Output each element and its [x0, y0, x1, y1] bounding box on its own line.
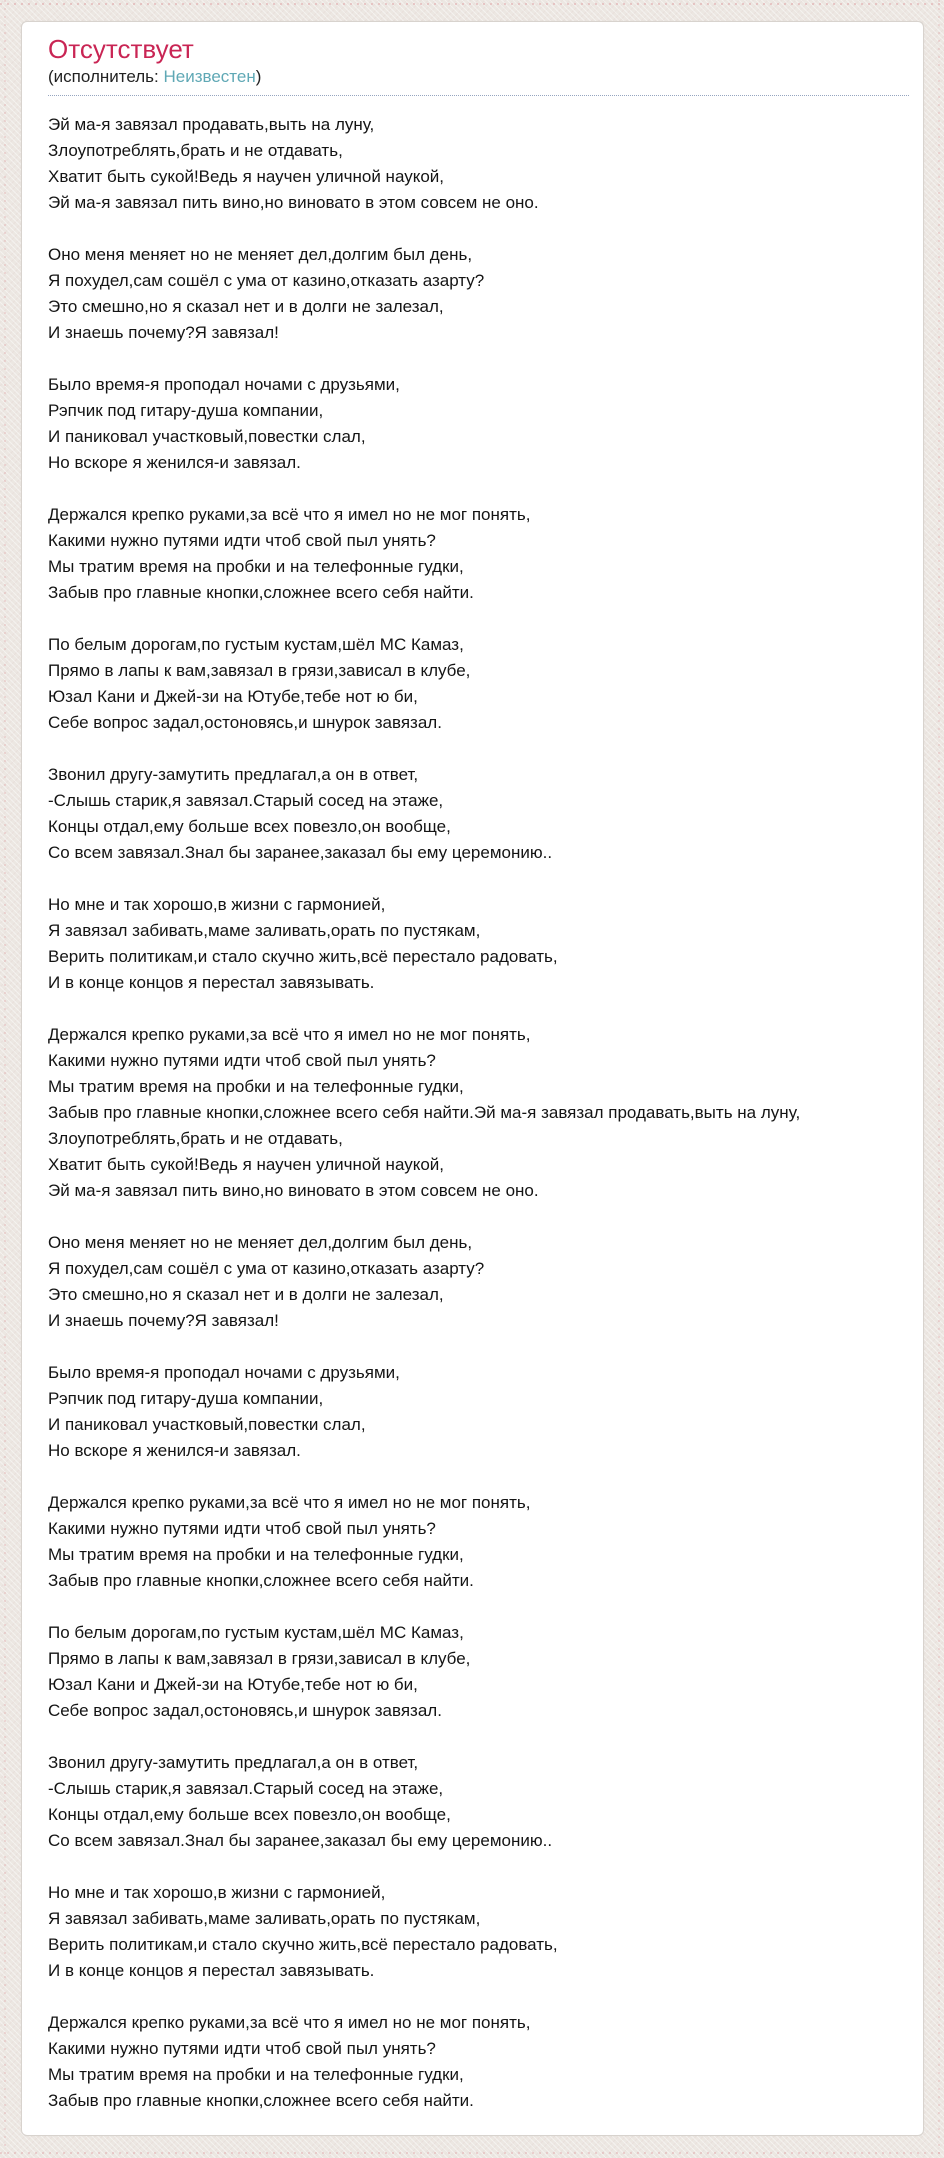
lyric-line: Хватит быть сукой!Ведь я научен уличной наукой,	[48, 1155, 445, 1174]
lyric-line: -Слышь старик,я завязал.Старый сосед на этаже,	[48, 791, 444, 810]
lyric-line: Прямо в лапы к вам,завязал в грязи,зависал в клубе,	[48, 1649, 471, 1668]
lyric-line: Это смешно,но я сказал нет и в долги не залезал,	[48, 297, 444, 316]
stanza	[48, 892, 909, 996]
lyric-line: Верить политикам,и стало скучно жить,всё перестало радовать,	[48, 947, 558, 966]
stanza	[48, 242, 909, 346]
stanza	[48, 1490, 909, 1594]
lyric-line: И в конце концов я перестал завязывать.	[48, 973, 375, 992]
lyric-line: Эй ма-я завязал продавать,выть на луну,	[48, 115, 375, 134]
lyric-line: По белым дорогам,по густым кустам,шёл МС Камаз,	[48, 1623, 464, 1642]
lyric-line: Забыв про главные кнопки,сложнее всего себя найти.	[48, 2091, 474, 2110]
lyric-line: Держался крепко руками,за всё что я имел но не мог понять,	[48, 2013, 531, 2032]
stanza	[48, 632, 909, 736]
stanza	[48, 502, 909, 606]
lyrics	[48, 112, 909, 2114]
artist-label-prefix: (исполнитель:	[48, 67, 164, 86]
background-stitch-right	[938, 0, 940, 2158]
lyric-line: Концы отдал,ему больше всех повезло,он вообще,	[48, 817, 451, 836]
lyric-line: Злоупотреблять,брать и не отдавать,	[48, 1129, 343, 1148]
artist-line	[48, 67, 909, 87]
lyric-line: Мы тратим время на пробки и на телефонные гудки,	[48, 557, 464, 576]
lyric-line: Концы отдал,ему больше всех повезло,он вообще,	[48, 1805, 451, 1824]
lyric-line: Прямо в лапы к вам,завязал в грязи,зависал в клубе,	[48, 661, 471, 680]
lyric-line: Хватит быть сукой!Ведь я научен уличной наукой,	[48, 167, 445, 186]
lyric-line: И паниковал участковый,повестки слал,	[48, 427, 366, 446]
stanza	[48, 1022, 909, 1204]
lyric-line: Но вскоре я женился-и завязал.	[48, 453, 301, 472]
lyric-line: Со всем завязал.Знал бы заранее,заказал бы ему церемонию..	[48, 843, 553, 862]
lyric-line: Мы тратим время на пробки и на телефонные гудки,	[48, 2065, 464, 2084]
lyric-line: Злоупотреблять,брать и не отдавать,	[48, 141, 343, 160]
lyric-line: -Слышь старик,я завязал.Старый сосед на этаже,	[48, 1779, 444, 1798]
lyric-line: Было время-я проподал ночами с друзьями,	[48, 1363, 400, 1382]
lyric-line: Какими нужно путями идти чтоб свой пыл унять?	[48, 1051, 436, 1070]
content-card	[21, 21, 924, 2136]
lyric-line: И знаешь почему?Я завязал!	[48, 1311, 279, 1330]
lyric-line: Но мне и так хорошо,в жизни с гармонией,	[48, 1883, 386, 1902]
lyric-line: И знаешь почему?Я завязал!	[48, 323, 279, 342]
lyric-line: Я похудел,сам сошёл с ума от казино,отказать азарту?	[48, 271, 485, 290]
lyric-line: Какими нужно путями идти чтоб свой пыл унять?	[48, 2039, 436, 2058]
stanza	[48, 762, 909, 866]
background-stitch-top	[0, 3, 944, 5]
lyric-line: Держался крепко руками,за всё что я имел но не мог понять,	[48, 1025, 531, 1044]
lyric-line: Мы тратим время на пробки и на телефонные гудки,	[48, 1077, 464, 1096]
stanza	[48, 1880, 909, 1984]
artist-link[interactable]: Неизвестен	[163, 67, 256, 86]
lyric-line: Я завязал забивать,маме заливать,орать по пустякам,	[48, 921, 481, 940]
lyric-line: Оно меня меняет но не меняет дел,долгим был день,	[48, 1233, 473, 1252]
lyric-line: И паниковал участковый,повестки слал,	[48, 1415, 366, 1434]
stanza	[48, 372, 909, 476]
lyric-line: Рэпчик под гитару-душа компании,	[48, 1389, 324, 1408]
lyric-line: Я завязал забивать,маме заливать,орать по пустякам,	[48, 1909, 481, 1928]
page-title	[48, 34, 909, 65]
lyric-line: Верить политикам,и стало скучно жить,всё перестало радовать,	[48, 1935, 558, 1954]
stanza	[48, 1620, 909, 1724]
lyric-line: Но мне и так хорошо,в жизни с гармонией,	[48, 895, 386, 914]
lyric-line: Юзал Кани и Джей-зи на Ютубе,тебе нот ю би,	[48, 687, 418, 706]
lyric-line: Держался крепко руками,за всё что я имел но не мог понять,	[48, 505, 531, 524]
lyric-line: Мы тратим время на пробки и на телефонные гудки,	[48, 1545, 464, 1564]
lyric-line: По белым дорогам,по густым кустам,шёл МС Камаз,	[48, 635, 464, 654]
lyric-line: Я похудел,сам сошёл с ума от казино,отказать азарту?	[48, 1259, 485, 1278]
lyric-line: Со всем завязал.Знал бы заранее,заказал бы ему церемонию..	[48, 1831, 553, 1850]
lyric-line: И в конце концов я перестал завязывать.	[48, 1961, 375, 1980]
stanza	[48, 1360, 909, 1464]
lyric-line: Звонил другу-замутить предлагал,а он в ответ,	[48, 1753, 419, 1772]
lyric-line: Но вскоре я женился-и завязал.	[48, 1441, 301, 1460]
lyric-line: Было время-я проподал ночами с друзьями,	[48, 375, 400, 394]
stanza	[48, 112, 909, 216]
background-stitch-bottom	[0, 2152, 944, 2154]
lyric-line: Держался крепко руками,за всё что я имел но не мог понять,	[48, 1493, 531, 1512]
stanza	[48, 1750, 909, 1854]
lyric-line: Оно меня меняет но не меняет дел,долгим был день,	[48, 245, 473, 264]
stanza	[48, 1230, 909, 1334]
lyric-line: Себе вопрос задал,остоновясь,и шнурок завязал.	[48, 1701, 442, 1720]
lyric-line: Рэпчик под гитару-душа компании,	[48, 401, 324, 420]
lyric-line: Забыв про главные кнопки,сложнее всего себя найти.Эй ма-я завязал продавать,выть на луну,	[48, 1103, 801, 1122]
lyric-line: Забыв про главные кнопки,сложнее всего себя найти.	[48, 583, 474, 602]
lyric-line: Юзал Кани и Джей-зи на Ютубе,тебе нот ю би,	[48, 1675, 418, 1694]
song-title-link[interactable]: Отсутствует	[48, 34, 194, 64]
artist-label-suffix: )	[255, 67, 262, 86]
song-header	[48, 34, 909, 96]
stanza	[48, 2010, 909, 2114]
lyric-line: Звонил другу-замутить предлагал,а он в ответ,	[48, 765, 419, 784]
lyric-line: Себе вопрос задал,остоновясь,и шнурок завязал.	[48, 713, 442, 732]
lyric-line: Какими нужно путями идти чтоб свой пыл унять?	[48, 531, 436, 550]
lyric-line: Забыв про главные кнопки,сложнее всего себя найти.	[48, 1571, 474, 1590]
lyric-line: Эй ма-я завязал пить вино,но виновато в этом совсем не оно.	[48, 193, 539, 212]
lyric-line: Это смешно,но я сказал нет и в долги не залезал,	[48, 1285, 444, 1304]
lyric-line: Эй ма-я завязал пить вино,но виновато в этом совсем не оно.	[48, 1181, 539, 1200]
lyric-line: Какими нужно путями идти чтоб свой пыл унять?	[48, 1519, 436, 1538]
background-stitch-left	[4, 0, 6, 2158]
